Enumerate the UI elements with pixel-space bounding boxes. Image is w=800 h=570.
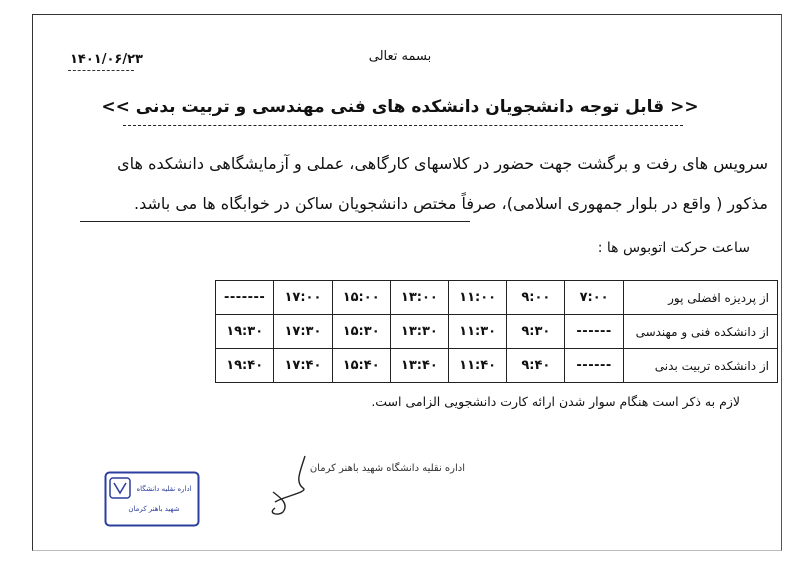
- time-cell: ۱۱:۳۰: [449, 315, 507, 349]
- table-row: [216, 281, 778, 315]
- student-card-note: لازم به ذکر است هنگام سوار شدن ارائه کارت دانشجویی الزامی است.: [371, 394, 740, 409]
- bus-schedule-table: [215, 280, 778, 383]
- time-cell: ------: [565, 349, 623, 383]
- time-cell: ۱۳:۰۰: [390, 281, 448, 315]
- origin-cell: از دانشکده فنی و مهندسی: [623, 315, 777, 349]
- time-cell: ۱۹:۴۰: [216, 349, 274, 383]
- time-cell: ۱۷:۴۰: [274, 349, 332, 383]
- time-cell: ۱۷:۰۰: [274, 281, 332, 315]
- time-cell: ۱۱:۴۰: [449, 349, 507, 383]
- heading-underline: [123, 125, 683, 126]
- schedule-title: ساعت حرکت اتوبوس ها :: [597, 240, 750, 256]
- time-cell: ۱۵:۴۰: [332, 349, 390, 383]
- time-cell: ۱۷:۳۰: [274, 315, 332, 349]
- document-date: ۱۴۰۱/۰۶/۲۳: [70, 52, 143, 67]
- time-cell: ------: [565, 315, 623, 349]
- time-cell: ۹:۳۰: [507, 315, 565, 349]
- date-underline: [68, 70, 134, 71]
- time-cell: ۱۳:۴۰: [390, 349, 448, 383]
- time-cell: ۱۹:۳۰: [216, 315, 274, 349]
- announcement-heading: << قابل توجه دانشجویان دانشکده های فنی مهندسی و تربیت بدنی >>: [101, 97, 699, 117]
- department-stamp: [104, 471, 200, 527]
- time-cell: ۱۱:۰۰: [449, 281, 507, 315]
- university-logo-icon: [110, 478, 130, 498]
- bismillah: بسمه تعالی: [368, 49, 432, 64]
- origin-cell: از پردیزه افضلی پور: [623, 281, 777, 315]
- time-cell: ۹:۰۰: [507, 281, 565, 315]
- body-underline: [80, 221, 470, 222]
- body-line-2: مذکور ( واقع در بلوار جمهوری اسلامی)، صرفاً مختص دانشجویان ساکن در خوابگاه ها می باشد.: [134, 194, 768, 213]
- body-line-1: سرویس های رفت و برگشت جهت حضور در کلاسهای کارگاهی، عملی و آزمایشگاهی دانشکده های: [117, 154, 768, 173]
- time-cell: -------: [216, 281, 274, 315]
- time-cell: ۹:۴۰: [507, 349, 565, 383]
- handwritten-signature: [245, 452, 325, 522]
- table-row: [216, 315, 778, 349]
- time-cell: ۱۳:۳۰: [390, 315, 448, 349]
- time-cell: ۱۵:۰۰: [332, 281, 390, 315]
- signature-department: اداره نقلیه دانشگاه شهید باهنر کرمان: [309, 463, 465, 474]
- origin-cell: از دانشکده تربیت بدنی: [623, 349, 777, 383]
- table-row: [216, 349, 778, 383]
- time-cell: ۱۵:۳۰: [332, 315, 390, 349]
- stamp-line-2: شهید باهنر کرمان: [128, 505, 180, 513]
- time-cell: ۷:۰۰: [565, 281, 623, 315]
- stamp-line-1: اداره نقلیه دانشگاه: [136, 485, 192, 493]
